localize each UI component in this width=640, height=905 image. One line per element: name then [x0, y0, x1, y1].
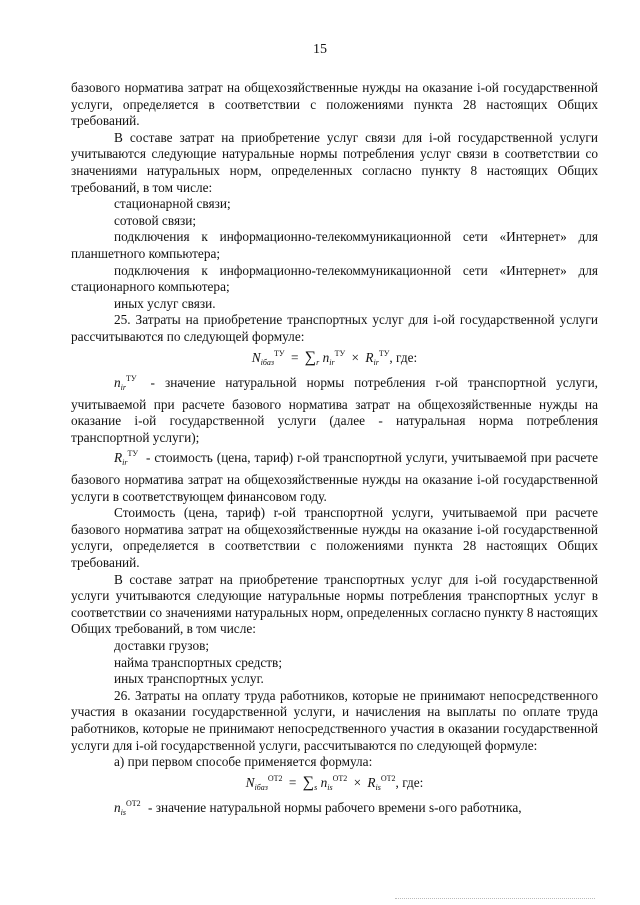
list-item: иных услуг связи.	[114, 295, 216, 311]
formula-term: N	[251, 349, 261, 365]
definition-text: - значение натуральной нормы рабочего времени s-ого работника,	[148, 800, 522, 816]
list-item: найма транспортных средств;	[114, 654, 283, 670]
list-item: стационарной связи;	[114, 196, 231, 212]
formula-term: ir	[329, 357, 335, 367]
formula-term: ТУ	[126, 374, 137, 384]
formula-transport	[71, 346, 598, 372]
sum-sign: ∑	[304, 348, 317, 366]
formula-term: s	[314, 782, 318, 792]
formula-term: ТУ	[378, 348, 390, 358]
list-item: доставки грузов;	[114, 638, 210, 653]
list-item: подключения к информационно-телекоммуникационной сети «Интернет» для планшетного компьютера;	[71, 229, 598, 261]
list-item: подключения к информационно-телекоммуникационной сети «Интернет» для стационарного компьютера;	[71, 262, 598, 295]
paragraph-26a: а) при первом способе применяется формула:	[114, 754, 373, 770]
formula-labor	[71, 771, 598, 797]
definition-n-ot2	[71, 796, 598, 822]
formula-term: ТУ	[127, 449, 139, 459]
page-body	[71, 80, 598, 822]
list-item: иных транспортных услуг.	[114, 671, 264, 687]
formula-term: ОТ2	[126, 799, 141, 809]
formula-term: is	[375, 782, 381, 792]
formula-term: n	[114, 800, 121, 816]
formula-term: =	[290, 349, 299, 365]
formula-term: is	[327, 782, 333, 792]
list-item: сотовой связи;	[114, 212, 197, 228]
page-number: 15	[313, 42, 327, 57]
formula-term: ОТ2	[267, 773, 283, 783]
paragraph-26: 26. Затраты на оплату труда работников, которые не принимают непосредственного участия в оказании государственной услуги, и начисления на выплаты по оплате труда работников, которые не принимают непосредственного участия в оказании государственной услуги для i-ой государственной услуги, рассчитываются по следующей формуле:	[71, 687, 598, 753]
formula-term: iбаз	[254, 782, 268, 792]
formula-term: r	[316, 357, 320, 367]
formula-term: ir	[120, 383, 126, 393]
formula-term: ТУ	[334, 348, 346, 358]
formula-term: ir	[122, 458, 128, 468]
formula-term: n	[322, 349, 330, 365]
definition-r-tu	[71, 446, 598, 505]
sum-sign: ∑	[302, 773, 315, 791]
formula-term: , где:	[389, 349, 418, 365]
paragraph-25: 25. Затраты на приобретение транспортных услуг для i-ой государственной услуги рассчитываются по следующей формуле:	[71, 312, 598, 344]
paragraph-1: базового норматива затрат на общехозяйственные нужды на оказание i-ой государственной услуги, определяется в соответствии с положениями пункта 28 настоящих Общих требований.	[71, 80, 598, 129]
formula-term: ОТ2	[332, 773, 348, 783]
formula-term: =	[288, 774, 297, 790]
formula-term: ir	[373, 357, 379, 367]
formula-term: ×	[351, 349, 360, 365]
formula-term: n	[114, 375, 121, 391]
definition-text: - стоимость (цена, тариф) r-ой транспортной услуги, учитываемой при расчете базового норматива затрат на общехозяйственные нужды на оказание i-ой государственной услуги в соответствующем финансовом году.	[71, 450, 599, 504]
formula-term: iбаз	[260, 357, 275, 367]
formula-term: R	[114, 450, 123, 466]
formula-term: N	[245, 774, 255, 790]
paragraph-6: В составе затрат на приобретение транспортных услуг для i-ой государственной услуги учитываются следующие натуральные нормы потребления транспортных услуг в соответствии со значениями натуральных норм, определенных согласно пункту 8 настоящих Общих требований, в том числе:	[71, 571, 598, 637]
formula-term: R	[367, 774, 376, 790]
formula-term: ОТ2	[380, 773, 396, 783]
formula-term: , где:	[395, 774, 424, 790]
formula-term: n	[320, 774, 328, 790]
formula-term: is	[120, 808, 126, 818]
definition-n-tu	[71, 371, 598, 446]
paragraph-5: Стоимость (цена, тариф) r-ой транспортной услуги, учитываемой при расчете базового норматива затрат на общехозяйственные нужды на оказание i-ой государственной услуги, определяется в соответствии с положениями пункта 28 настоящих Общих требований.	[71, 505, 598, 571]
definition-text: - значение натуральной нормы потребления r-ой транспортной услуги, учитываемой при расчете базового норматива затрат на общехозяйственные нужды на оказание i-ой государственной услуги (далее - натуральная норма потребления транспортной услуги);	[71, 375, 599, 445]
formula-term: ТУ	[274, 348, 285, 358]
formula-term: ×	[353, 774, 362, 790]
formula-term: R	[365, 349, 374, 365]
scan-artifact	[395, 898, 595, 900]
paragraph-2: В составе затрат на приобретение услуг связи для i-ой государственной услуги учитываются следующие натуральные нормы потребления услуг связи в соответствии со значениями натуральных норм, определенных согласно пункту 8 настоящих Общих требований, в том числе:	[71, 129, 598, 195]
